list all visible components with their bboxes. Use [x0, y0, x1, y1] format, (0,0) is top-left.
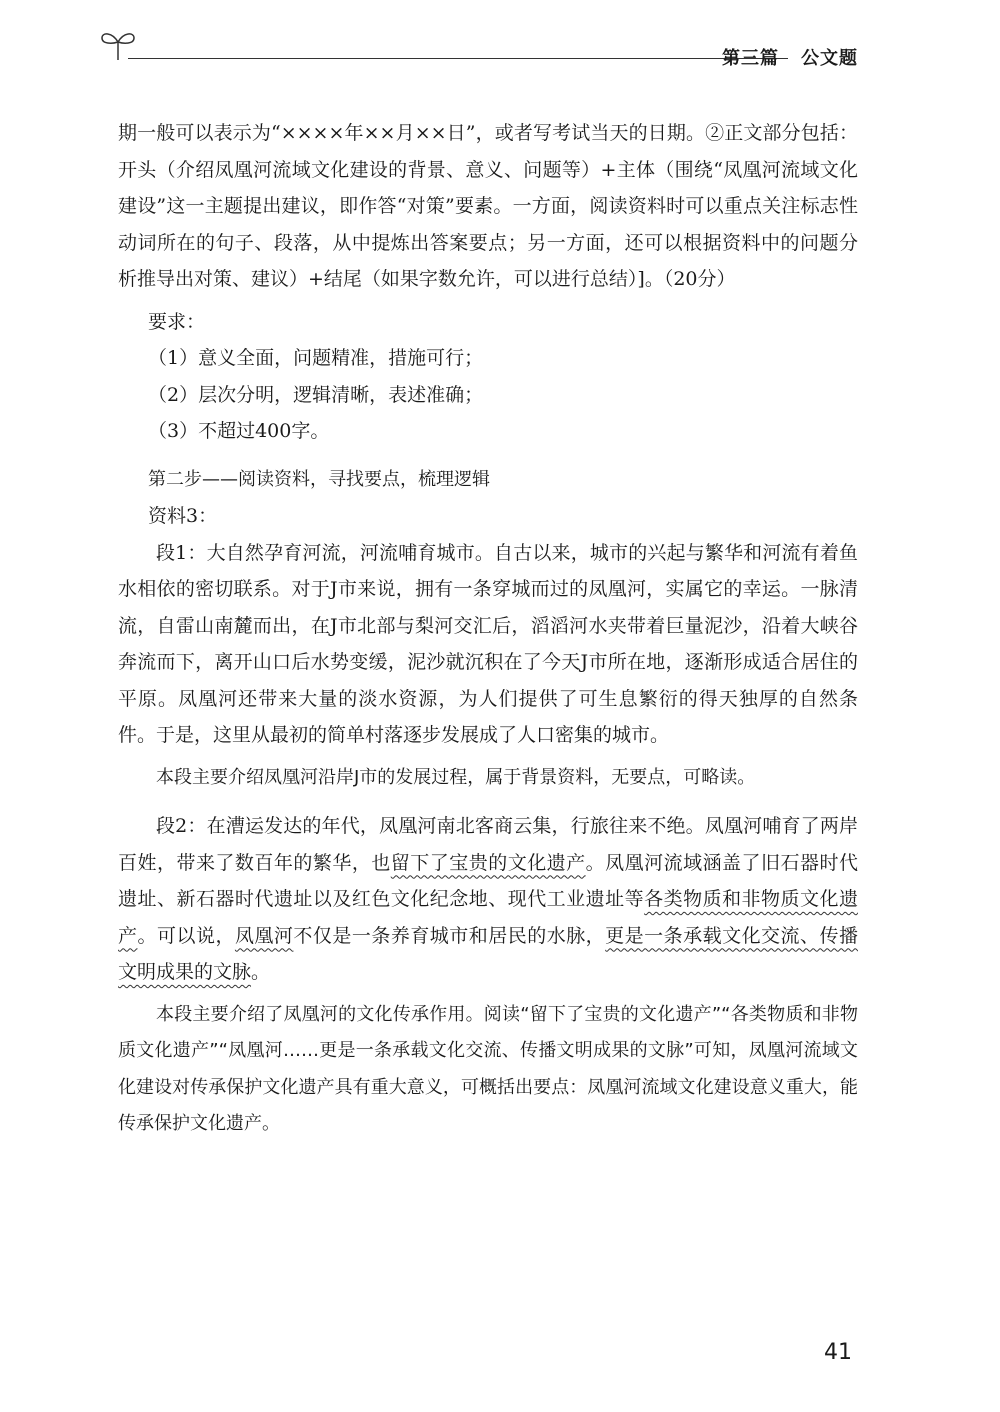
header-part: 第三篇	[722, 48, 779, 69]
requirements-title: 要求：	[148, 310, 206, 333]
highlight-phrase: 更是一条承载文化交流、传播文明成果的文脉	[118, 924, 858, 983]
highlight-phrase: 留下了宝贵的文化遗产	[390, 851, 586, 874]
material-paragraph-2	[118, 808, 858, 991]
page-header	[98, 28, 858, 78]
para2-text: 不仅是一条养育城市和居民的水脉，	[293, 924, 606, 947]
highlight-phrase: 凤凰河	[234, 924, 294, 947]
para2-text: 。可以说，	[137, 924, 235, 947]
requirement-item: （2）层次分明，逻辑清晰，表述准确；	[148, 383, 484, 406]
header-rule	[128, 58, 788, 59]
analysis-paragraph-2: 本段主要介绍了凤凰河的文化传承作用。阅读“留下了宝贵的文化遗产”“各类物质和非物质文化遗产”“凤凰河……更是一条承载文化交流、传播文明成果的文脉”可知，凤凰河流域文化建设对传承保护文化遗产具有重大意义，可概括出要点：凤凰河流域文化建设意义重大，能传承保护文化遗产。	[118, 1003, 858, 1134]
sprout-icon	[98, 28, 138, 62]
requirement-item: （3）不超过400字。	[148, 420, 330, 442]
para2-text: 。凤凰河流域涵盖了旧石器时代遗址、新石器时代遗址以及红色文化纪念地、现代工业遗址等	[118, 851, 858, 910]
header-section: 公文题	[801, 48, 858, 69]
para2-text: 段2：在漕运发达的年代，凤凰河南北客商云集，行旅往来不绝。凤凰河哺育了两岸百姓，带来了数百年的繁华，也	[118, 815, 858, 874]
header-title	[722, 44, 858, 70]
intro-paragraph: 期一般可以表示为“××××年××月××日”，或者写考试当天的日期。②正文部分包括：开头（介绍凤凰河流域文化建设的背景、意义、问题等）+主体（围绕“凤凰河流域文化建设”这一主题提出建议，即作答“对策”要素。一方面，阅读资料时可以重点关注标志性动词所在的句子、段落，从中提炼出答案要点；另一方面，还可以根据资料中的问题分析推导出对策、建议）+结尾（如果字数允许，可以进行总结）]。（20分）	[118, 122, 858, 290]
analysis-paragraph-1: 本段主要介绍凤凰河沿岸J市的发展过程，属于背景资料，无要点，可略读。	[156, 766, 756, 788]
highlight-phrase: 各类物质和非物质文化遗产	[118, 888, 858, 947]
page-number: 41	[824, 1340, 852, 1365]
material-paragraph-1: 段1：大自然孕育河流，河流哺育城市。自古以来，城市的兴起与繁华和河流有着鱼水相依的密切联系。对于J市来说，拥有一条穿城而过的凤凰河，实属它的幸运。一脉清流，自雷山南麓而出，在J市北部与梨河交汇后，滔滔河水夹带着巨量泥沙，沿着大峡谷奔流而下，离开山口后水势变缓，泥沙就沉积在了今天J市所在地，逐渐形成适合居住的平原。凤凰河还带来大量的淡水资源，为人们提供了可生息繁衍的得天独厚的自然条件。于是，这里从最初的简单村落逐步发展成了人口密集的城市。	[118, 541, 858, 746]
step-heading: 第二步——阅读资料，寻找要点，梳理逻辑	[148, 468, 490, 490]
requirement-item: （1）意义全面，问题精准，措施可行；	[148, 347, 484, 369]
para2-text: 。	[251, 961, 271, 983]
material-label: 资料3：	[148, 505, 218, 527]
page-content	[118, 115, 858, 1143]
